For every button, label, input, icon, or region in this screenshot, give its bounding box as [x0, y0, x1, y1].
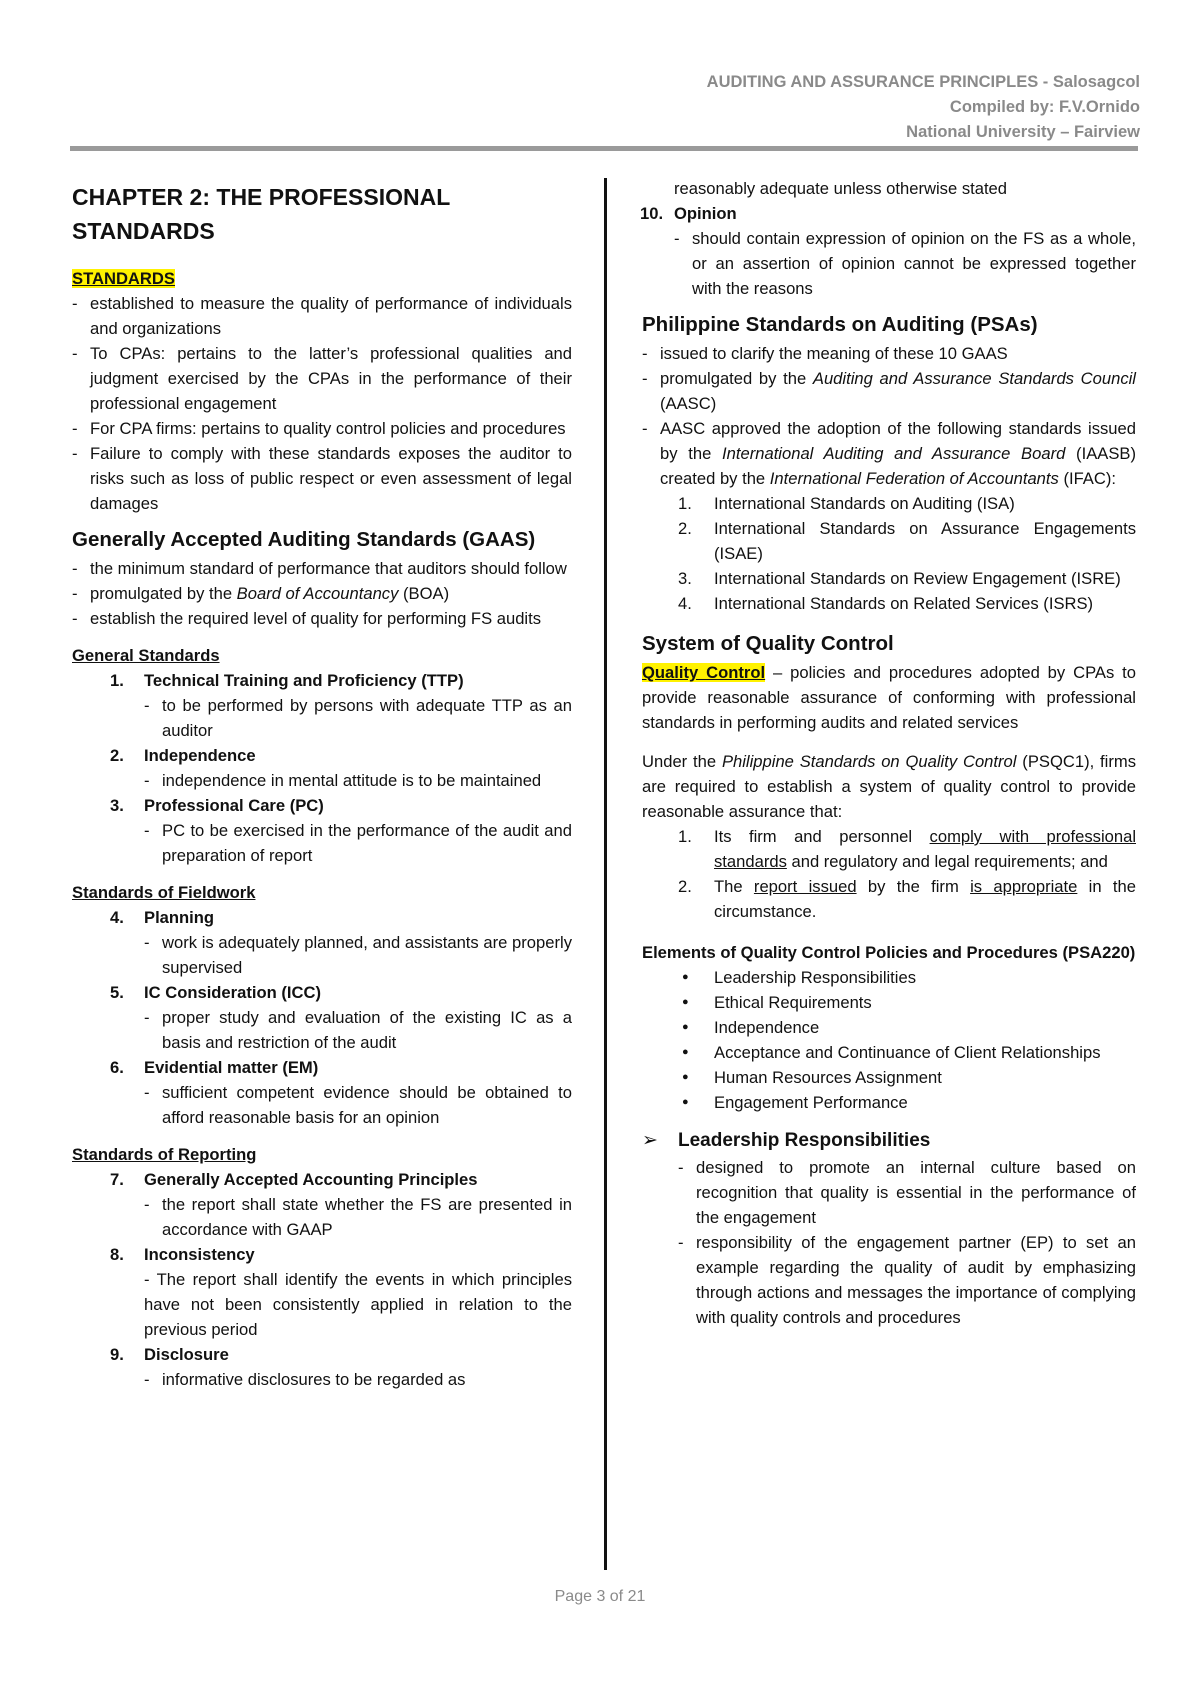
- list-item: ● Human Resources Assignment: [642, 1065, 1136, 1090]
- standard-icc: 5. IC Consideration (ICC): [110, 983, 321, 1002]
- list-item: ● Engagement Performance: [642, 1090, 1136, 1115]
- list-item: - the minimum standard of performance that auditors should follow: [72, 556, 572, 581]
- reporting-heading: Standards of Reporting: [72, 1145, 257, 1164]
- psa-list: [642, 341, 1136, 491]
- elements-list: [642, 965, 1136, 1115]
- gaas-list: [72, 556, 572, 631]
- inconsistency-desc: - The report shall identify the events in which principles have not been consistently applied in relation to the previous period: [144, 1270, 572, 1339]
- list-item: - should contain expression of opinion on the FS as a whole, or an assertion of opinion cannot be expressed together with the reasons: [674, 226, 1136, 301]
- list-item: - to be performed by persons with adequate TTP as an auditor: [144, 693, 572, 743]
- page-number: Page 3 of 21: [554, 1588, 646, 1605]
- list-item: - establish the required level of quality for performing FS audits: [72, 606, 572, 631]
- list-item: 2. International Standards on Assurance Engagements (ISAE): [678, 519, 1136, 563]
- list-item: - AASC approved the adoption of the following standards issued by the International Auditing and Assurance Board (IAASB) created by the International Federation of Accountants (IFAC):: [642, 416, 1136, 491]
- header-compiler: Compiled by: F.V.Ornido: [949, 98, 1140, 116]
- standard-inconsistency: 8. Inconsistency: [110, 1245, 255, 1264]
- standard-disclosure: 9. Disclosure: [110, 1345, 229, 1364]
- header-rule: [70, 146, 1138, 151]
- list-item: - the report shall state whether the FS are presented in accordance with GAAP: [144, 1192, 572, 1242]
- elements-heading: Elements of Quality Control Policies and Procedures (PSA220): [642, 943, 1136, 962]
- standard-gaap: 7. Generally Accepted Accounting Principles: [110, 1170, 478, 1189]
- list-item: ● Leadership Responsibilities: [642, 965, 1136, 990]
- column-divider: [604, 178, 607, 1570]
- page-header: [707, 70, 1140, 145]
- standard-opinion: 10. Opinion: [640, 204, 737, 223]
- header-course: AUDITING AND ASSURANCE PRINCIPLES - Salosagcol: [706, 73, 1140, 91]
- standard-ttp: 1. Technical Training and Proficiency (TTP): [110, 671, 464, 690]
- general-standards-heading: General Standards: [72, 646, 220, 665]
- fieldwork-heading: Standards of Fieldwork: [72, 883, 256, 902]
- list-item: 1. International Standards on Auditing (ISA): [678, 494, 1015, 513]
- disclosure-continuation: reasonably adequate unless otherwise stated: [674, 179, 1008, 198]
- header-school: National University – Fairview: [906, 123, 1140, 141]
- list-item: - issued to clarify the meaning of these 10 GAAS: [642, 341, 1136, 366]
- list-item: - promulgated by the Board of Accountancy (BOA): [72, 581, 572, 606]
- sqc-heading: System of Quality Control: [642, 632, 894, 655]
- list-item: - sufficient competent evidence should be obtained to afford reasonable basis for an opinion: [144, 1080, 572, 1130]
- psqc-paragraph: Under the Philippine Standards on Quality Control (PSQC1), firms are required to establish a system of quality control to provide reasonable assurance that:: [642, 752, 1136, 821]
- leadership-list: [678, 1155, 1136, 1330]
- list-item: 1. Its firm and personnel comply with professional standards and regulatory and legal requirements; and: [678, 827, 1136, 871]
- list-item: - PC to be exercised in the performance of the audit and preparation of report: [144, 818, 572, 868]
- qc-definition: Quality Control – policies and procedures adopted by CPAs to provide reasonable assurance of conforming with professional standards in performing audits and related services: [642, 663, 1137, 732]
- list-item: - Failure to comply with these standards exposes the auditor to risks such as loss of public respect or even assessment of legal damages: [72, 441, 572, 516]
- standard-planning: 4. Planning: [110, 908, 215, 927]
- list-item: - designed to promote an internal culture based on recognition that quality is essential in the performance of the engagement: [678, 1155, 1136, 1230]
- list-item: - To CPAs: pertains to the latter’s professional qualities and judgment exercised by the CPAs in the performance of their professional engagement: [72, 341, 572, 416]
- right-column: [642, 176, 1136, 1330]
- list-item: - proper study and evaluation of the existing IC as a basis and restriction of the audit: [144, 1005, 572, 1055]
- list-item: - independence in mental attitude is to be maintained: [144, 768, 572, 793]
- list-item: - work is adequately planned, and assistants are properly supervised: [144, 930, 572, 980]
- list-item: 2. The report issued by the firm is appropriate in the circumstance.: [678, 877, 1136, 921]
- left-column: [72, 176, 572, 1392]
- standard-evidential-matter: 6. Evidential matter (EM): [110, 1058, 319, 1077]
- chapter-title: CHAPTER 2: THE PROFESSIONAL STANDARDS: [72, 184, 450, 244]
- arrow-bullet-icon: ➢: [642, 1130, 658, 1151]
- list-item: ● Acceptance and Continuance of Client Relationships: [642, 1040, 1136, 1065]
- psa-heading: Philippine Standards on Auditing (PSAs): [642, 313, 1038, 336]
- standard-professional-care: 3. Professional Care (PC): [110, 796, 324, 815]
- leadership-heading: ➢ Leadership Responsibilities: [642, 1127, 1136, 1155]
- list-item: - promulgated by the Auditing and Assurance Standards Council (AASC): [642, 366, 1136, 416]
- list-item: - established to measure the quality of performance of individuals and organizations: [72, 291, 572, 341]
- list-item: ● Independence: [642, 1015, 1136, 1040]
- standards-list: [72, 291, 572, 516]
- list-item: - For CPA firms: pertains to quality control policies and procedures: [72, 416, 572, 441]
- list-item: 3. International Standards on Review Engagement (ISRE): [678, 569, 1121, 588]
- gaas-heading: Generally Accepted Auditing Standards (GAAS): [72, 528, 536, 551]
- standards-heading: STANDARDS: [72, 269, 175, 288]
- list-item: 4. International Standards on Related Services (ISRS): [678, 594, 1094, 613]
- list-item: - informative disclosures to be regarded as: [144, 1367, 572, 1392]
- list-item: ● Ethical Requirements: [642, 990, 1136, 1015]
- list-item: - responsibility of the engagement partner (EP) to set an example regarding the quality of audit by emphasizing through actions and messages the importance of complying with quality controls and procedures: [678, 1230, 1136, 1330]
- standard-independence: 2. Independence: [110, 746, 256, 765]
